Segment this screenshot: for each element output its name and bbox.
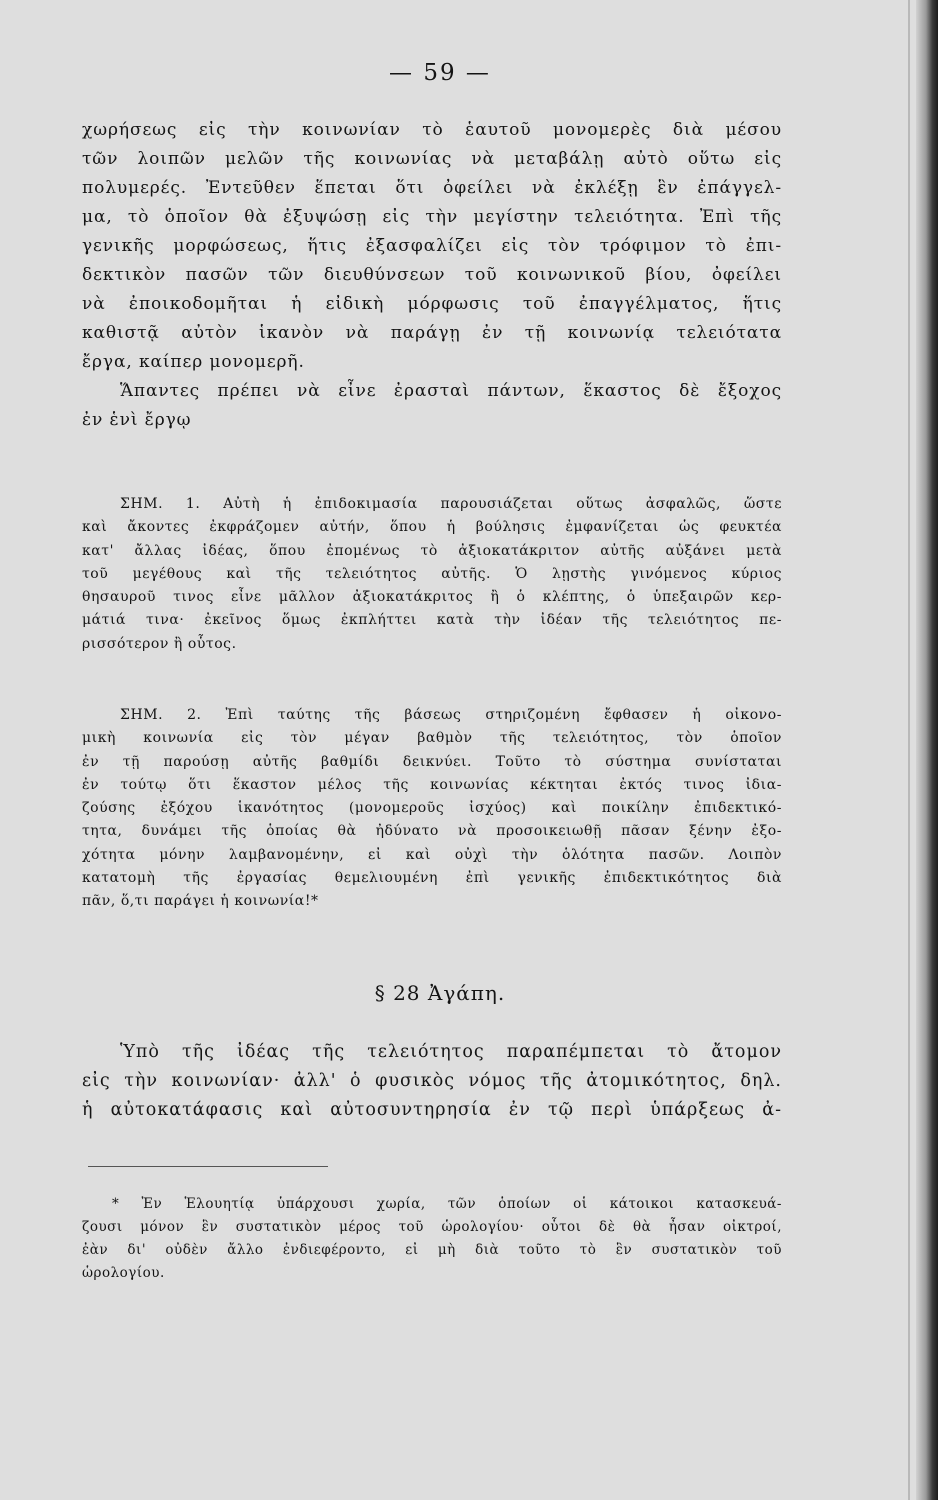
note-line: χότητα μόνην λαμβανομένην, εἰ καὶ οὐχὶ τὴν ὁλότητα πασῶν. Λοιπὸν <box>82 846 782 863</box>
section-paragraph <box>82 1038 782 1125</box>
page-edge-line <box>908 0 910 1500</box>
note-2 <box>82 704 782 914</box>
main-paragraph <box>82 116 782 435</box>
footnote-line: ζουσι μόνον ἓν συστατικὸν μέρος τοῦ ὡρολογίου· οὗτοι δὲ θὰ ἦσαν οἰκτροί, <box>82 1219 782 1235</box>
note-line: τοῦ μεγέθους καὶ τῆς τελειότητος αὐτῆς. Ὁ λῃστὴς γινόμενος κύριος <box>82 565 782 582</box>
page-edge-shadow <box>916 0 938 1500</box>
text-line: νὰ ἐποικοδομῆται ἡ εἰδικὴ μόρφωσις τοῦ ἐπαγγέλματος, ἥτις <box>82 294 782 314</box>
note-line: καὶ ἄκοντες ἐκφράζομεν αὐτήν, ὅπου ἡ βούλησις ἐμφανίζεται ὡς φευκτέα <box>82 519 782 536</box>
text-line: ἐν ἑνὶ ἔργῳ <box>82 410 192 430</box>
footnote-line: ἐὰν δι' οὐδὲν ἄλλο ἐνδιεφέροντο, εἰ μὴ διὰ τοῦτο τὸ ἓν συστατικὸν τοῦ <box>82 1242 782 1258</box>
note-line: πᾶν, ὅ,τι παράγει ἡ κοινωνία!* <box>82 893 319 910</box>
note-line: ἐν τούτῳ ὅτι ἕκαστον μέλος τῆς κοινωνίας κέκτηται ἐκτός τινος ἰδια- <box>82 776 782 793</box>
text-line: γενικῆς μορφώσεως, ἥτις ἐξασφαλίζει εἰς τὸν τρόφιμον τὸ ἐπι- <box>82 236 782 256</box>
text-line: Ἅπαντες πρέπει νὰ εἶνε ἐρασταὶ πάντων, ἕκαστος δὲ ἔξοχος <box>120 381 782 401</box>
note-line: ρισσότερον ἢ οὗτος. <box>82 635 237 652</box>
note-line: τητα, δυνάμει τῆς ὁποίας θὰ ἠδύνατο νὰ προσοικειωθῇ πᾶσαν ξένην ἐξο- <box>82 823 782 840</box>
note-line: κατατομὴ τῆς ἐργασίας θεμελιουμένη ἐπὶ γενικῆς ἐπιδεκτικότητος διὰ <box>82 870 782 887</box>
text-line: πολυμερές. Ἐντεῦθεν ἕπεται ὅτι ὀφείλει νὰ ἐκλέξῃ ἓν ἐπάγγελ- <box>82 178 782 198</box>
section-heading: § 28 Ἀγάπη. <box>374 981 506 1005</box>
note-line: ΣΗΜ. 2. Ἐπὶ ταύτης τῆς βάσεως στηριζομένη ἔφθασεν ἡ οἰκονο- <box>120 707 782 723</box>
note-line: κατ' ἄλλας ἰδέας, ὅπου ἐπομένως τὸ ἀξιοκατάκριτον αὐτῆς αὐξάνει μετὰ <box>82 542 782 559</box>
text-line: τῶν λοιπῶν μελῶν τῆς κοινωνίας νὰ μεταβάλῃ αὐτὸ οὕτω εἰς <box>82 149 782 169</box>
text-line: μα, τὸ ὁποῖον θὰ ἐξυψώσῃ εἰς τὴν μεγίστην τελειότητα. Ἐπὶ τῆς <box>82 207 782 227</box>
note-line: θησαυροῦ τινος εἶνε μᾶλλον ἀξιοκατάκριτος ἢ ὁ κλέπτης, ὁ ὑπεξαιρῶν κερ- <box>82 589 782 606</box>
note-line: ζούσης ἐξόχου ἱκανότητος (μονομεροῦς ἰσχύος) καὶ ποικίλην ἐπιδεκτικό- <box>82 800 782 817</box>
text-line: ἔργα, καίπερ μονομερῆ. <box>82 352 305 372</box>
text-line: χωρήσεως εἰς τὴν κοινωνίαν τὸ ἑαυτοῦ μονομερὲς διὰ μέσου <box>82 120 782 140</box>
footnote <box>82 1193 782 1285</box>
text-line: καθιστᾷ αὐτὸν ἱκανὸν νὰ παράγῃ ἐν τῇ κοινωνίᾳ τελειότατα <box>82 323 782 343</box>
note-line: ΣΗΜ. 1. Αὐτὴ ἡ ἐπιδοκιμασία παρουσιάζεται οὕτως ἀσφαλῶς, ὥστε <box>120 496 782 512</box>
text-line: ἡ αὐτοκατάφασις καὶ αὐτοσυντηρησία ἐν τῷ περὶ ὑπάρξεως ἀ- <box>82 1100 782 1120</box>
note-line: μικὴ κοινωνία εἰς τὸν μέγαν βαθμὸν τῆς τελειότητος, τὸν ὁποῖον <box>82 730 782 747</box>
footnote-line: ὡρολογίου. <box>82 1265 165 1281</box>
footnote-line: * Ἐν Ἑλουητίᾳ ὑπάρχουσι χωρία, τῶν ὁποίων οἱ κάτοικοι κατασκευά- <box>112 1196 782 1212</box>
text-line: Ὑπὸ τῆς ἰδέας τῆς τελειότητος παραπέμπεται τὸ ἄτομον <box>120 1042 782 1062</box>
note-1 <box>82 493 782 656</box>
note-line: ἐν τῇ παρούσῃ αὐτῆς βαθμίδι δεικνύει. Τοῦτο τὸ σύστημα συνίσταται <box>82 753 782 770</box>
text-line: εἰς τὴν κοινωνίαν· ἀλλ' ὁ φυσικὸς νόμος τῆς ἀτομικότητος, δηλ. <box>82 1071 782 1091</box>
text-line: δεκτικὸν πασῶν τῶν διευθύνσεων τοῦ κοινωνικοῦ βίου, ὀφείλει <box>82 265 782 285</box>
note-line: μάτιά τινα· ἐκεῖνος ὅμως ἐκπλήττει κατὰ τὴν ἰδέαν τῆς τελειότητος πε- <box>82 612 782 629</box>
footnote-rule <box>88 1166 328 1167</box>
page-number: — 59 — <box>389 60 491 86</box>
